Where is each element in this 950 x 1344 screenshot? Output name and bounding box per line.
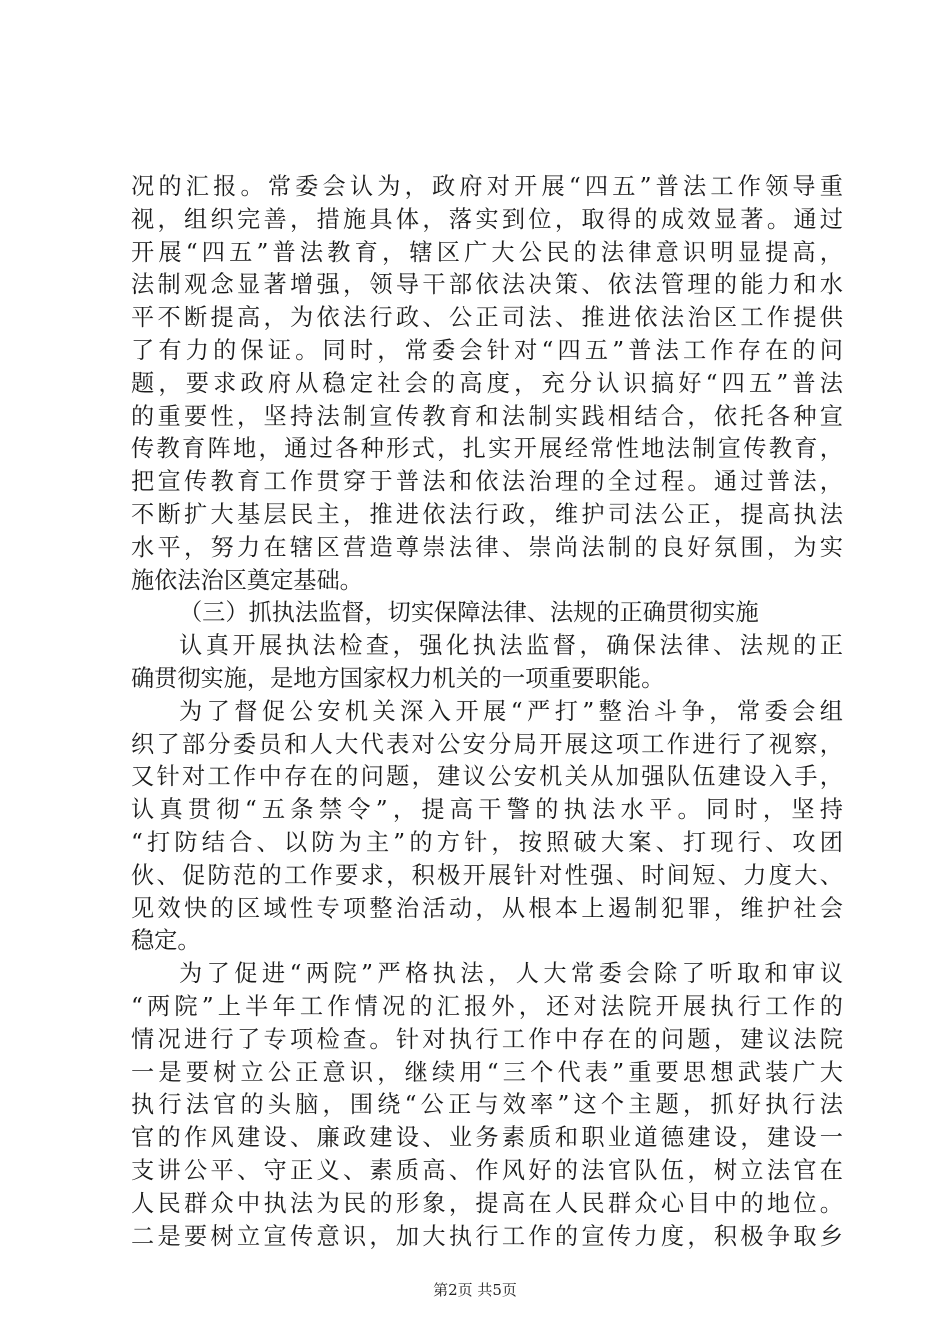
text-line: 把宣传教育工作贯穿于普法和依法治理的全过程。通过普法， [131, 468, 843, 496]
text-line: 认真开展执法检查，强化执法监督，确保法律、法规的正 [179, 632, 843, 660]
text-line: “打防结合、以防为主”的方针，按照破大案、打现行、攻团 [131, 828, 843, 856]
text-line: 织了部分委员和人大代表对公安分局开展这项工作进行了视察， [131, 730, 843, 758]
text-line: 情况进行了专项检查。针对执行工作中存在的问题，建议法院 [131, 1025, 843, 1053]
text-line: 认真贯彻“五条禁令”，提高干警的执法水平。同时，坚持 [131, 796, 843, 824]
text-line: 为了促进“两院”严格执法，人大常委会除了听取和审议 [179, 960, 843, 988]
text-line: 开展“四五”普法教育，辖区广大公民的法律意识明显提高， [131, 238, 843, 266]
text-line: 视，组织完善，措施具体，落实到位，取得的成效显著。通过 [131, 205, 843, 233]
text-line: 的重要性，坚持法制宣传教育和法制实践相结合，依托各种宣 [131, 402, 843, 430]
text-line: 施依法治区奠定基础。 [131, 566, 363, 594]
text-line: 见效快的区域性专项整治活动，从根本上遏制犯罪，维护社会 [131, 894, 843, 922]
text-line: 支讲公平、守正义、素质高、作风好的法官队伍，树立法官在 [131, 1156, 843, 1184]
text-line: 法制观念显著增强，领导干部依法决策、依法管理的能力和水 [131, 271, 843, 299]
text-line: 为了督促公安机关深入开展“严打”整治斗争，常委会组 [179, 697, 843, 725]
text-line: 执行法官的头脑，围绕“公正与效率”这个主题，抓好执行法 [131, 1091, 843, 1119]
section-heading: （三）抓执法监督，切实保障法律、法规的正确贯彻实施 [179, 599, 759, 627]
text-line: 一是要树立公正意识，继续用“三个代表”重要思想武装广大 [131, 1058, 843, 1086]
text-line: 又针对工作中存在的问题，建议公安机关从加强队伍建设入手， [131, 763, 843, 791]
document-body [131, 171, 843, 1253]
text-line: 况的汇报。常委会认为，政府对开展“四五”普法工作领导重 [131, 173, 843, 200]
text-line: 平不断提高，为依法行政、公正司法、推进依法治区工作提供 [131, 304, 843, 332]
text-line: “两院”上半年工作情况的汇报外，还对法院开展执行工作的 [131, 992, 843, 1020]
text-line: 人民群众中执法为民的形象，提高在人民群众心目中的地位。 [131, 1189, 843, 1217]
text-line: 不断扩大基层民主，推进依法行政，维护司法公正，提高执法 [131, 500, 843, 528]
text-line: 官的作风建设、廉政建设、业务素质和职业道德建设，建设一 [131, 1124, 843, 1152]
text-line: 伙、促防范的工作要求，积极开展针对性强、时间短、力度大、 [131, 861, 843, 889]
text-line: 稳定。 [131, 927, 201, 955]
text-line: 题，要求政府从稳定社会的高度，充分认识搞好“四五”普法 [131, 369, 843, 397]
text-line: 传教育阵地，通过各种形式，扎实开展经常性地法制宣传教育， [131, 435, 843, 463]
text-line: 水平，努力在辖区营造尊崇法律、崇尚法制的良好氛围，为实 [131, 533, 843, 561]
text-line: 确贯彻实施，是地方国家权力机关的一项重要职能。 [131, 664, 665, 692]
text-line: 了有力的保证。同时，常委会针对“四五”普法工作存在的问 [131, 336, 843, 364]
text-line: 二是要树立宣传意识，加大执行工作的宣传力度，积极争取乡 [131, 1222, 843, 1250]
page-number-footer: 第2页 共5页 [433, 1281, 517, 1299]
